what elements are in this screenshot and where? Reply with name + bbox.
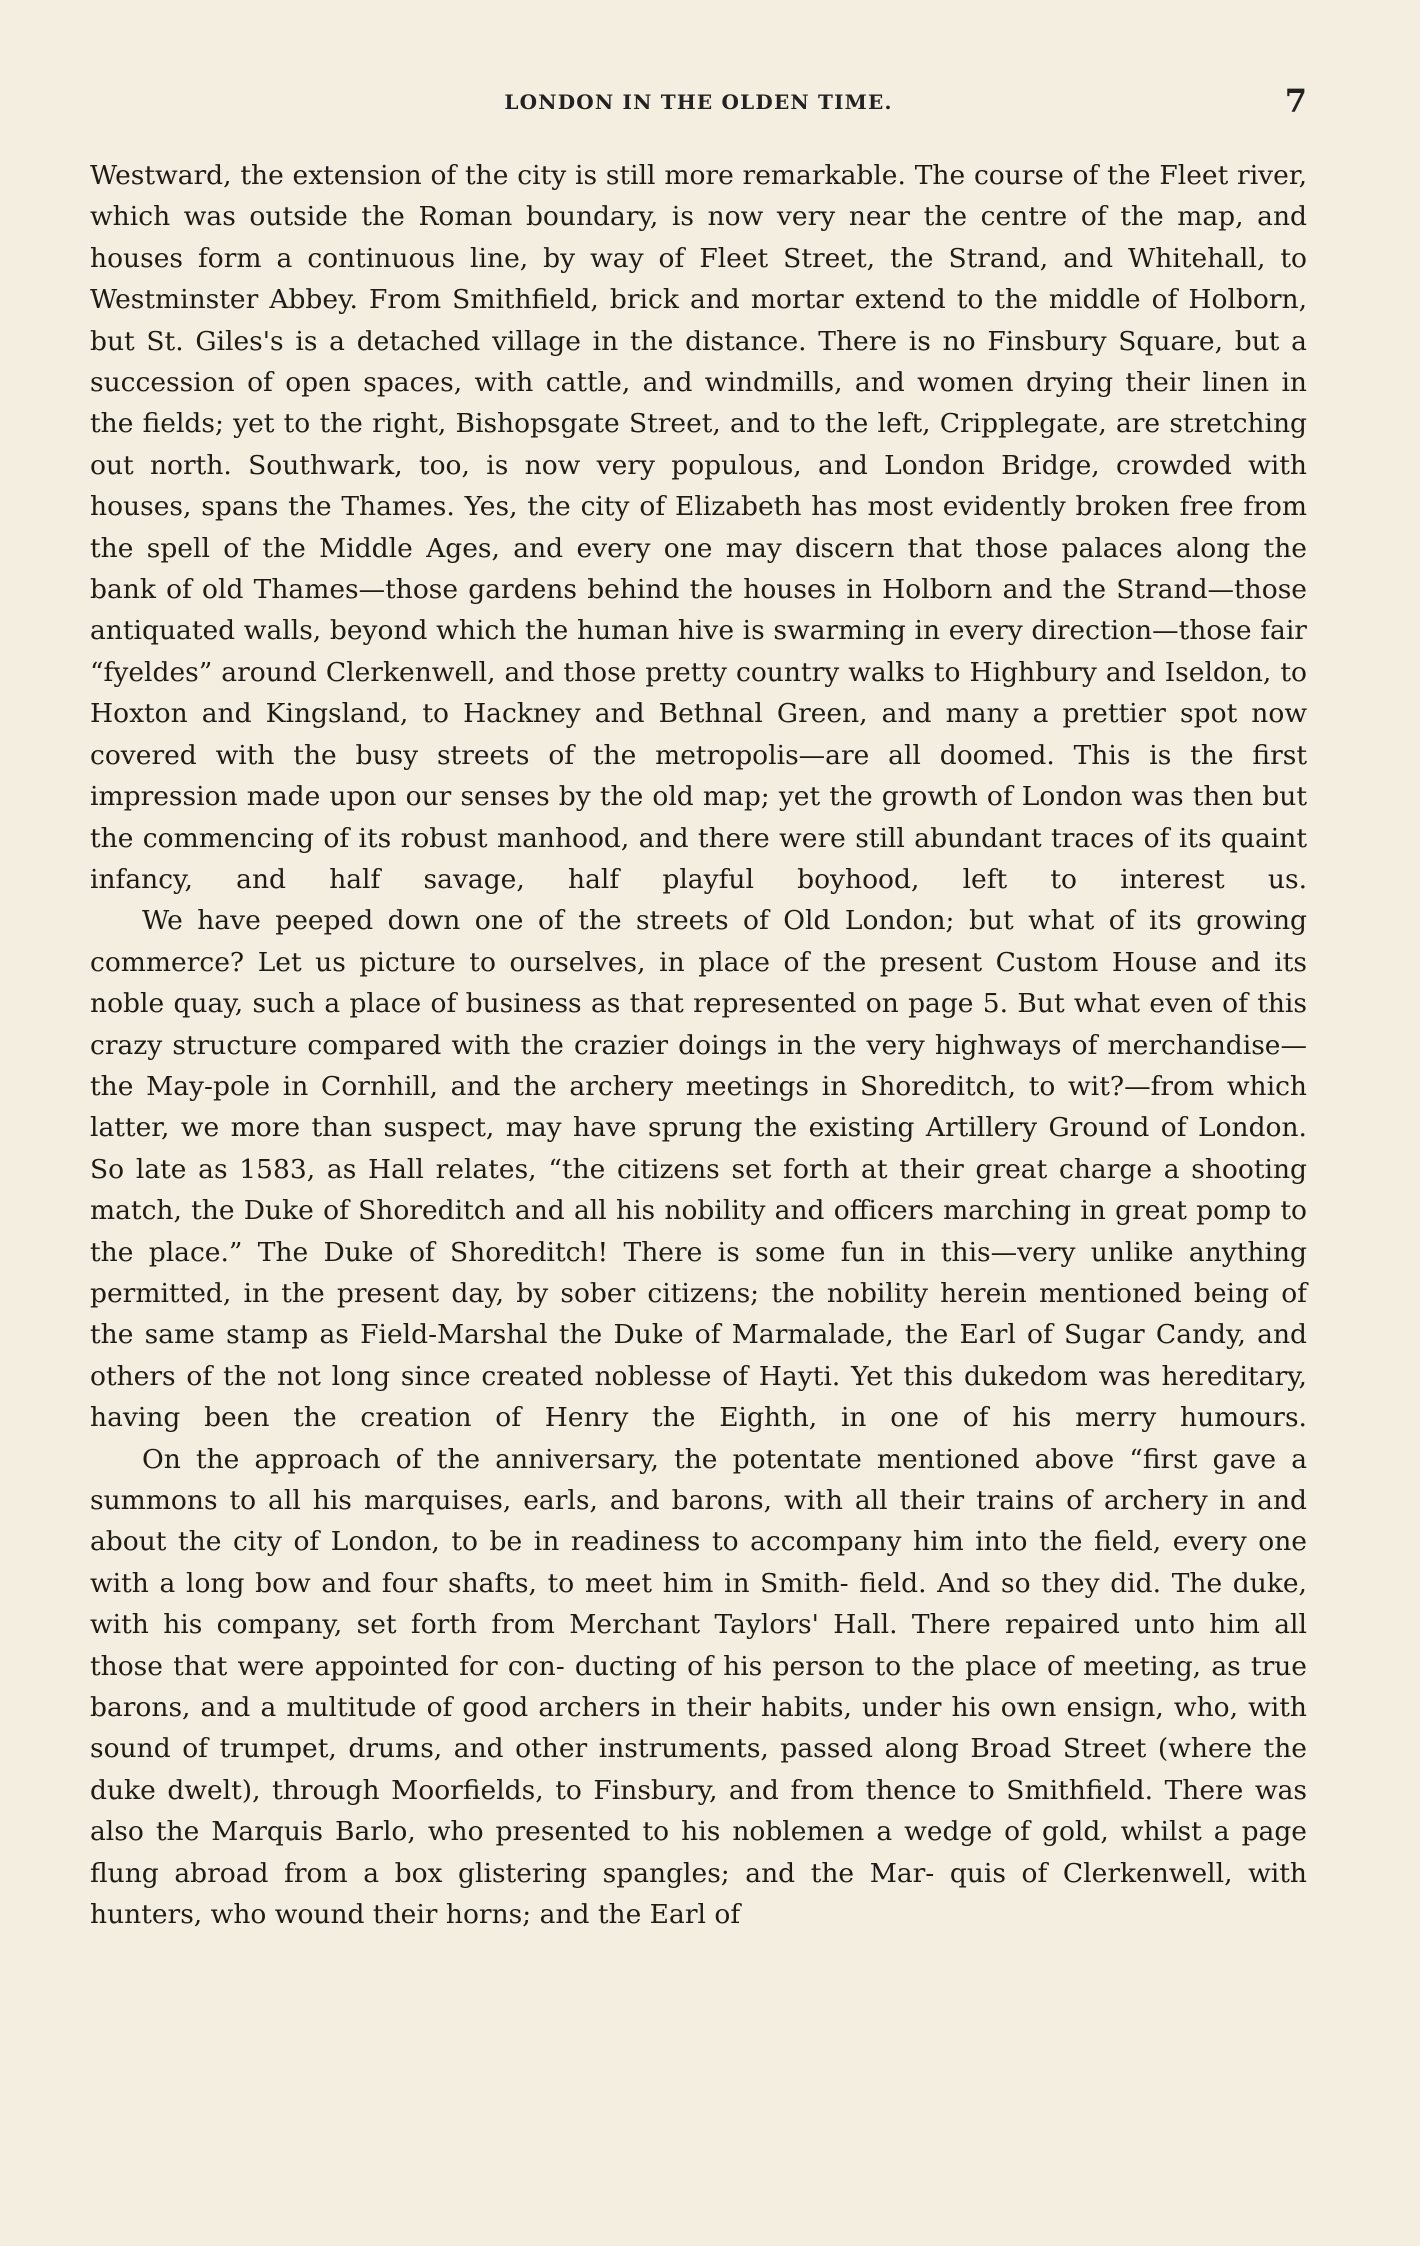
text-line: of the map, and houses form a continuous line, by way of Fleet Street, the	[90, 201, 1307, 274]
text-line: and others of the not long since created noblesse of Hayti. Yet this dukedom	[90, 1319, 1307, 1392]
text-line: into the field, every one with a long bow and four shafts, to meet him in Smith-	[90, 1526, 1307, 1599]
text-line: citizens set forth at their great charge a shooting match, the Duke of Shoreditch	[90, 1153, 1307, 1227]
text-line: There was also the Marquis Barlo, who presented to his noblemen a wedge of	[90, 1774, 1308, 1848]
paragraph	[90, 900, 1307, 1438]
text-line: of the metropolis—are all doomed. This is the first impression made upon our	[90, 739, 1307, 813]
text-line: mortar extend to the middle of Holborn, but St. Giles's is a detached village in	[90, 284, 1307, 357]
text-line: Southwark, too, is now very populous, and London Bridge, crowded with houses,	[90, 449, 1307, 523]
text-line: On the approach of the anniversary, the potentate mentioned above “first	[142, 1443, 1198, 1475]
text-line: spans the Thames. Yes, the city of Elizabeth has most evidently broken free from	[201, 491, 1307, 523]
text-line: the bank of old Thames—those gardens behind the houses in Holborn and the	[90, 532, 1307, 606]
text-line: highways of merchandise—the May-pole in Cornhill, and the archery meetings in	[90, 1029, 1307, 1102]
text-line: and all his nobility and officers marching in great pomp to the place.” The Duke	[90, 1195, 1307, 1268]
text-line: country walks to Highbury and Iseldon, to Hoxton and Kingsland, to Hackney	[90, 656, 1307, 730]
text-line: was hereditary, having been the creation of Henry the Eighth, in one of his	[90, 1360, 1307, 1434]
text-line: cattle, and windmills, and women drying their linen in the fields; yet to the	[90, 367, 1307, 440]
page-number: 7	[1284, 82, 1307, 120]
text-line: of Shoreditch! There is some fun in this—very unlike anything permitted, in	[90, 1236, 1307, 1309]
text-line: ducting of his person to the place of meeting, as true barons, and a multitude	[90, 1650, 1307, 1724]
body-text	[90, 155, 1307, 1935]
text-line: merry humours.	[1075, 1402, 1307, 1434]
text-line: and Bethnal Green, and many a prettier spot now covered with the busy streets	[90, 698, 1308, 771]
text-line: duke dwelt), through Moorfields, to Finsbury, and from thence to Smithfield.	[90, 1774, 1153, 1806]
text-line: Shoreditch, to wit?—from which latter, we more than suspect, may have sprung	[90, 1070, 1307, 1144]
text-line: field. And so they did. The duke, with his company, set forth from Merchant	[90, 1567, 1307, 1641]
text-line: House and its noble quay, such a place of business as that represented on page 5.	[90, 946, 1307, 1020]
text-line: every direction—those fair “fyeldes” around Clerkenwell, and those pretty	[90, 615, 1307, 688]
text-line: growing commerce? Let us picture to ourselves, in place of the present Custom	[90, 905, 1307, 978]
text-line: the spell of the Middle Ages, and every one may discern that those palaces along	[90, 532, 1251, 564]
text-line: the existing Artillery Ground of London. So late as 1583, as Hall relates, “the	[90, 1112, 1307, 1185]
text-line: Westward, the extension of the city is still more remarkable. The course of the	[90, 160, 1151, 191]
text-line: Taylors' Hall. There repaired unto him all those that were appointed for con-	[90, 1609, 1308, 1682]
text-line: Strand—those antiquated walls, beyond which the human hive is swarming in	[90, 574, 1307, 647]
text-line: quis of Clerkenwell, with hunters, who wound their horns; and the Earl of	[90, 1857, 1307, 1931]
text-line: archery in and about the city of London, to be in readiness to accompany him	[90, 1485, 1307, 1558]
running-head	[90, 82, 1307, 122]
text-line: trumpet, drums, and other instruments, passed along Broad Street (where the	[219, 1733, 1307, 1765]
text-line: the distance. There is no Finsbury Square, but a succession of open spaces, with	[90, 325, 1307, 399]
text-line: gold, whilst a page flung abroad from a box glistering spangles; and the Mar-	[90, 1816, 1307, 1889]
text-line: the present day, by sober citizens; the nobility herein mentioned being of the	[90, 1277, 1307, 1351]
text-line: We have peeped down one of the streets of Old London; but what of its	[142, 905, 1182, 937]
running-title: LONDON IN THE OLDEN TIME.	[504, 90, 893, 114]
text-line: Fleet river, which was outside the Roman boundary, is now very near the centre	[90, 160, 1307, 233]
text-line: of its robust manhood, and there were still abundant traces of its quaint infancy,	[90, 822, 1307, 895]
text-line: same stamp as Field-Marshal the Duke of Marmalade, the Earl of Sugar Candy,	[144, 1319, 1246, 1351]
text-line: right, Bishopsgate Street, and to the left, Cripplegate, are stretching out north.	[90, 408, 1307, 481]
text-line: and half savage, half playful boyhood, left to interest us.	[236, 863, 1307, 895]
paragraph	[90, 1439, 1307, 1936]
paragraph	[90, 155, 1307, 900]
text-line: of good archers in their habits, under his own ensign, who, with sound of	[90, 1692, 1307, 1765]
text-line: gave a summons to all his marquises, earls, and barons, with all their trains of	[90, 1443, 1307, 1516]
text-line: Strand, and Whitehall, to Westminster Abbey. From Smithfield, brick and	[90, 242, 1307, 316]
text-line: But what even of this crazy structure compared with the crazier doings in the very	[90, 988, 1307, 1061]
text-line: senses by the old map; yet the growth of London was then but the commencing	[90, 781, 1307, 854]
